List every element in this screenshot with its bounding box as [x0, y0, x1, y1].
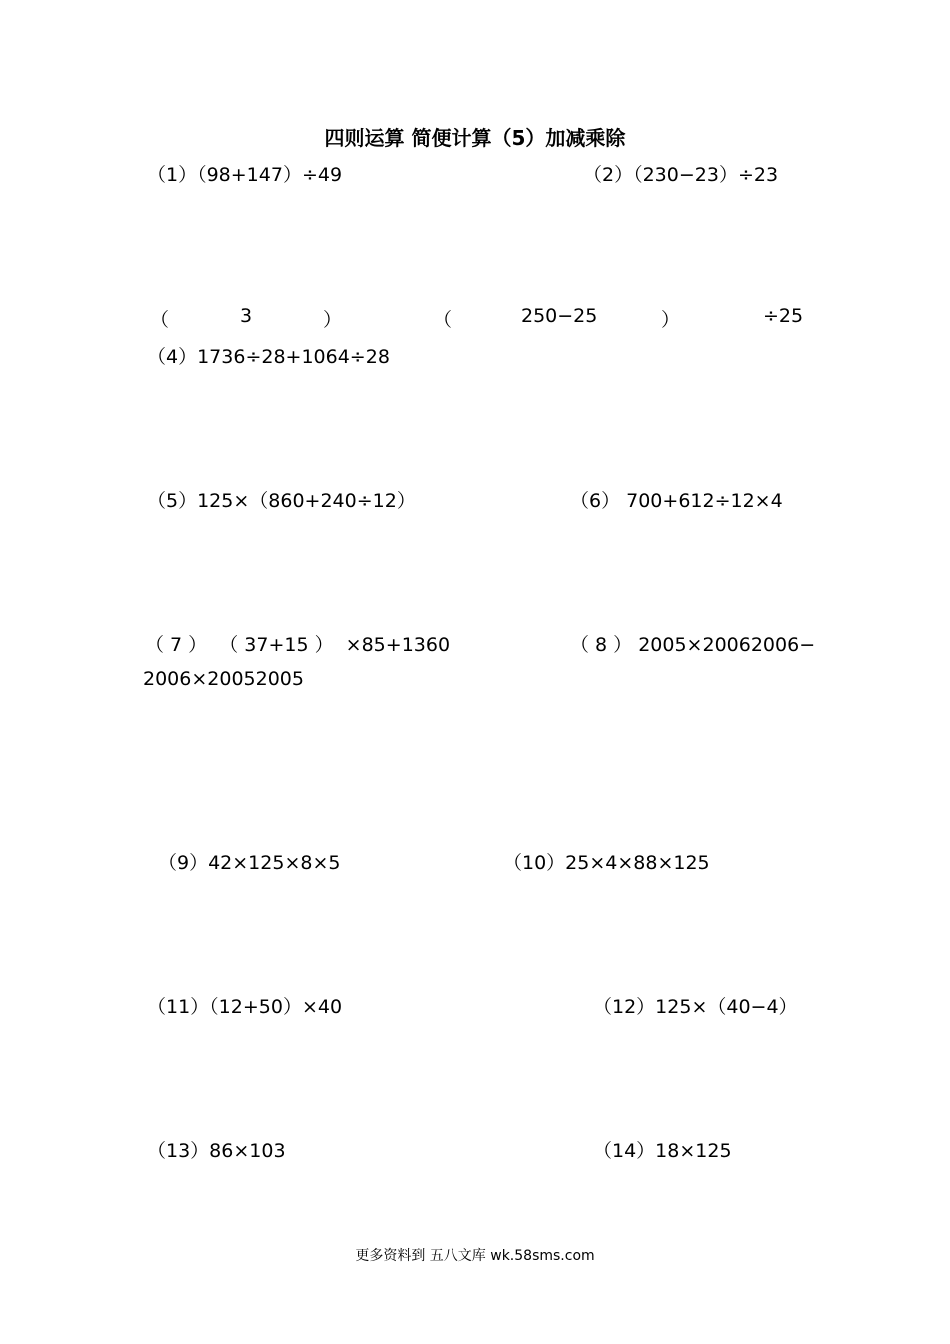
problem-5: （5）125×（860+240÷12） [147, 490, 416, 512]
problem-1: （1）（98+147）÷49 [147, 164, 343, 186]
problem-3-paren-open: （ [433, 309, 453, 331]
problem-3-close-paren: ） [323, 309, 343, 331]
problem-10: （10）25×4×88×125 [503, 852, 710, 874]
problem-7: （ 7 ） （ 37+15 ） ×85+1360 [145, 634, 451, 656]
problem-3-open-paren: （ [150, 309, 170, 331]
problem-8-line-2: 2006×20052005 [143, 668, 304, 690]
problem-13: （13）86×103 [147, 1140, 286, 1162]
problem-3-number: 3 [240, 305, 253, 327]
problem-3-expression: 250−25 [521, 305, 598, 327]
problem-11: （11）（12+50）×40 [147, 996, 343, 1018]
page-title: 四则运算 简便计算（5）加减乘除 [324, 126, 626, 150]
problem-3-paren-close: ） [661, 309, 681, 331]
problem-6: （6） 700+612÷12×4 [570, 490, 783, 512]
problem-3-divisor: ÷25 [763, 305, 804, 327]
problem-14: （14）18×125 [593, 1140, 732, 1162]
problem-4: （4）1736÷28+1064÷28 [147, 346, 390, 368]
problem-12: （12）125×（40−4） [593, 996, 798, 1018]
problem-2: （2）（230−23）÷23 [583, 164, 779, 186]
footer-source-note: 更多资料到 五八文库 wk.58sms.com [355, 1248, 595, 1264]
problem-9: （9）42×125×8×5 [158, 852, 341, 874]
problem-8-line-1: （ 8 ） 2005×20062006− [570, 634, 816, 656]
